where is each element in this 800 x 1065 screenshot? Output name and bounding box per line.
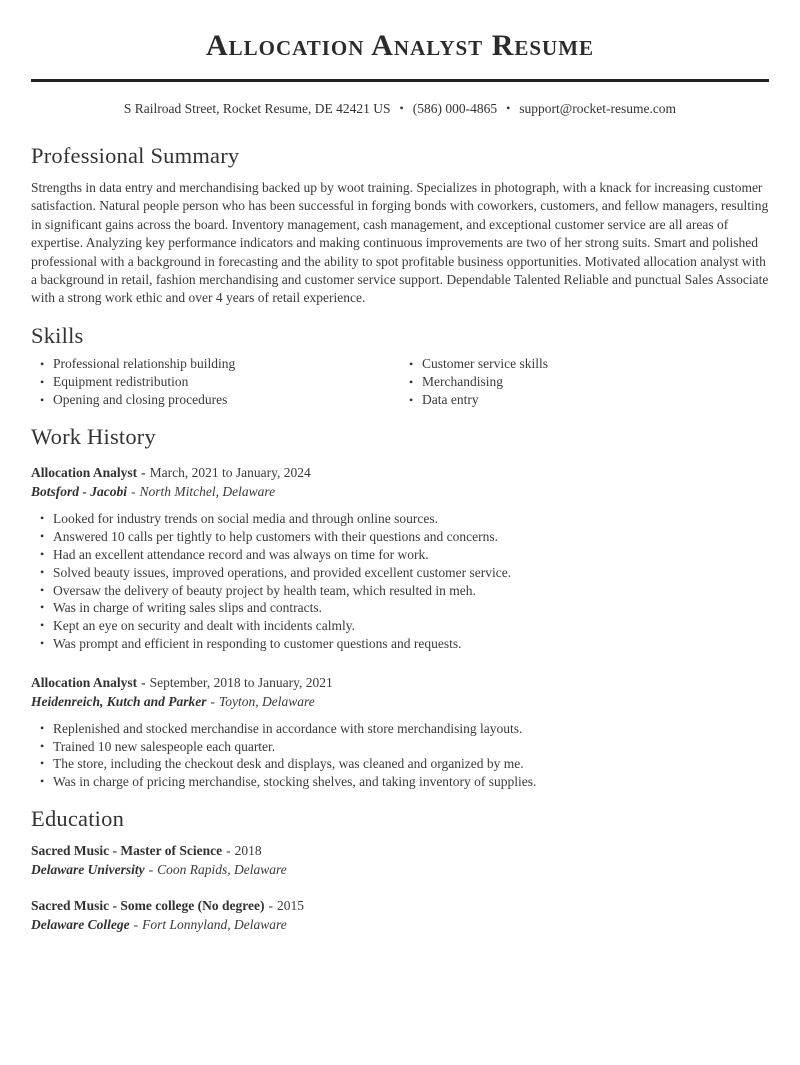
bullet-icon: • [40,582,45,597]
dot-separator-icon: • [506,101,511,115]
job-bullet [31,738,769,756]
bullet-icon: • [40,720,45,735]
job-employer: Heidenreich, Kutch and Parker [31,693,207,709]
bullet-icon: • [40,356,45,371]
contact-phone: (586) 000-4865 [412,101,498,116]
section-heading-skills: Skills [31,322,84,348]
education-location: Coon Rapids, Delaware [157,862,287,878]
job-bullet-text: Oversaw the delivery of beauty project by health team, which resulted in meh. [53,582,476,598]
header-divider [31,79,769,82]
skills-columns [31,355,769,410]
dash-separator: - [268,898,273,914]
dash-separator: - [210,693,216,709]
contact-email: support@rocket-resume.com [519,101,677,116]
education-school: Delaware College [31,917,130,933]
job-bullet [31,755,769,773]
resume-page [0,30,800,934]
job-employer: Botsford - Jacobi [31,484,127,500]
skill-label: Merchandising [422,374,503,390]
job-bullet [31,635,769,653]
bullet-icon: • [409,375,414,390]
bullet-icon: • [40,393,45,408]
job-bullet [31,528,769,546]
education-school: Delaware University [31,862,145,878]
job-entry [31,673,769,791]
job-bullet-text: Answered 10 calls per tightly to help customers with their questions and concerns. [53,529,499,545]
bullet-icon: • [40,600,45,615]
education-location: Fort Lonnyland, Delaware [142,917,287,933]
bullet-icon: • [40,375,45,390]
skill-item [31,391,400,409]
skill-item [31,373,400,391]
education-entry [31,896,769,934]
bullet-icon: • [409,356,414,371]
job-title: Allocation Analyst [31,674,138,690]
job-bullet-text: Solved beauty issues, improved operations, and provided excellent customer service. [53,564,512,580]
skill-label: Customer service skills [422,355,548,371]
skill-item [400,373,769,391]
job-bullet-text: Replenished and stocked merchandise in accordance with store merchandising layouts. [53,720,523,736]
job-dates: September, 2018 to January, 2021 [149,674,333,690]
education-year: 2018 [234,843,262,859]
job-location: North Mitchel, Delaware [139,484,276,500]
section-heading-professional-summary: Professional Summary [31,143,240,168]
page-title: Allocation Analyst Resume [205,29,595,62]
job-bullet-text: Was in charge of pricing merchandise, stocking shelves, and taking inventory of supplies. [53,774,537,790]
education-degree: Sacred Music - Some college (No degree) [31,898,265,914]
bullet-icon: • [40,738,45,753]
contact-address: S Railroad Street, Rocket Resume, DE 42421 US [123,101,391,116]
bullet-icon: • [40,618,45,633]
job-bullet-text: Was prompt and efficient in responding to customer questions and requests. [53,636,462,652]
job-dates: March, 2021 to January, 2024 [149,465,311,481]
bullet-icon: • [40,636,45,651]
job-bullet-text: Trained 10 new salespeople each quarter. [53,738,276,754]
skill-item [31,355,400,373]
dash-separator: - [141,465,146,481]
contact-line [31,100,769,118]
dash-separator: - [226,843,231,859]
job-bullet [31,510,769,528]
education-degree: Sacred Music - Master of Science [31,843,223,859]
job-bullet [31,773,769,791]
job-bullet [31,564,769,582]
education-entry [31,841,769,879]
job-bullet [31,720,769,738]
bullet-icon: • [40,547,45,562]
job-bullet-list [31,510,769,652]
education-year: 2015 [276,898,304,914]
job-bullet-text: Kept an eye on security and dealt with incidents calmly. [53,618,356,634]
bullet-icon: • [40,529,45,544]
job-bullet [31,599,769,617]
skill-item [400,391,769,409]
education-school-line [31,860,769,879]
job-bullet-text: Looked for industry trends on social media and through online sources. [53,511,439,527]
job-bullet-text: Had an excellent attendance record and was always on time for work. [53,547,429,563]
bullet-icon: • [40,564,45,579]
skill-item [400,355,769,373]
bullet-icon: • [409,393,414,408]
section-heading-work-history: Work History [31,424,156,450]
job-employer-line [31,482,769,501]
skill-label: Professional relationship building [53,355,236,371]
job-employer-line [31,692,769,711]
job-bullet [31,582,769,600]
skill-label: Equipment redistribution [53,374,189,390]
skills-list-left [31,355,400,410]
job-bullet-text: The store, including the checkout desk and displays, was cleaned and organized by me. [53,756,524,772]
summary-paragraph: Strengths in data entry and merchandising backed up by woot training. Specializes in photograph, with a knack for increasing customer satisfaction. Natural people person who has been successful in forging bonds with coworkers, customers, and fellow managers, resulting in significant gains across the board. Inventory management, cash management, and exceptional customer service are all areas of expertise. Analyzing key performance indicators and making continuous improvements are two of her strong suits. Smart and polished professional with a background in forecasting and the ability to spot profitable business opportunities. Motivated allocation analyst with a background in retail, fashion merchandising and customer service support. Dependable Talented Reliable and punctual Sales Associate with a strong work ethic and over 4 years of retail experience. [31,180,769,306]
job-location: Toyton, Delaware [219,693,315,709]
education-degree-line [31,896,769,915]
job-title-line [31,673,769,692]
dash-separator: - [148,862,154,878]
dash-separator: - [133,917,139,933]
job-title-line [31,463,769,482]
dot-separator-icon: • [399,101,404,115]
skill-label: Data entry [422,392,479,408]
bullet-icon: • [40,511,45,526]
job-title: Allocation Analyst [31,465,138,481]
education-degree-line [31,841,769,860]
job-entry [31,463,769,652]
dash-separator: - [131,484,136,500]
bullet-icon: • [40,756,45,771]
skills-list-right [400,355,769,410]
job-bullet [31,617,769,635]
bullet-icon: • [40,774,45,789]
dash-separator: - [141,674,146,690]
education-school-line [31,915,769,934]
job-bullet-list [31,720,769,791]
section-heading-education: Education [31,806,125,832]
job-bullet-text: Was in charge of writing sales slips and contracts. [53,600,322,616]
job-bullet [31,546,769,564]
skill-label: Opening and closing procedures [53,392,228,408]
